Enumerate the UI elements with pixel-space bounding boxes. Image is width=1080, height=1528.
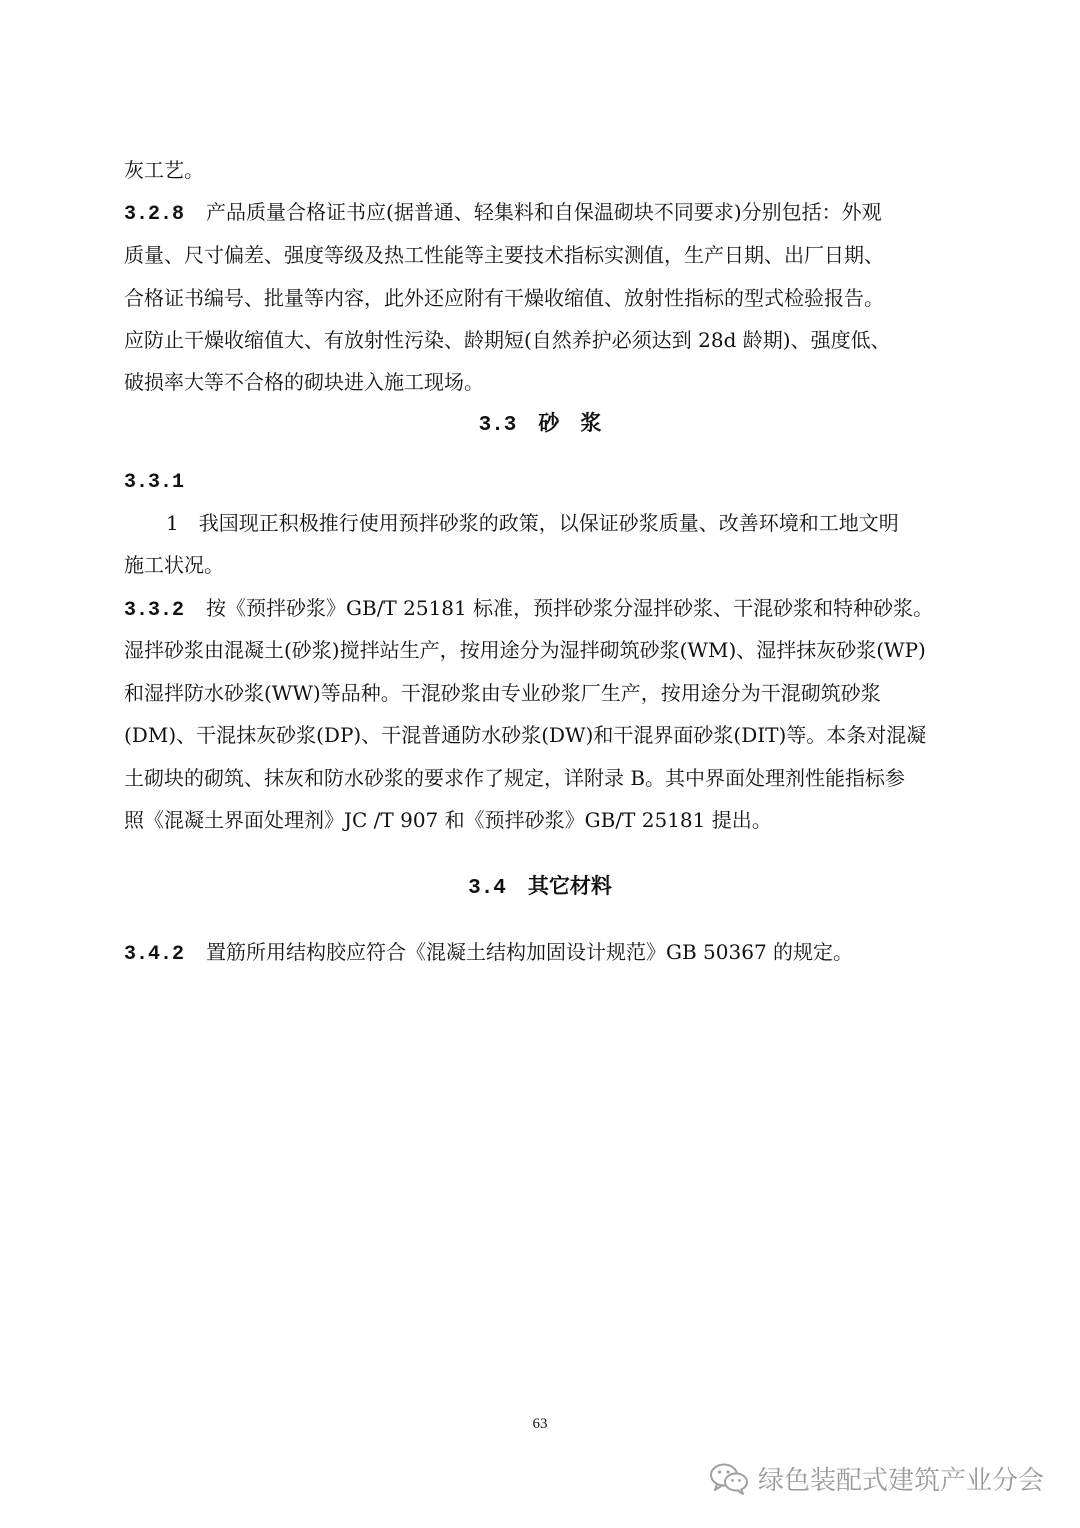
paragraph-line: 施工状况。 xyxy=(124,553,224,577)
clause-number: 3.2.8 xyxy=(124,203,185,226)
watermark-text: 绿色装配式建筑产业分会 xyxy=(757,1466,1044,1496)
section-heading-3-4: 3.4 其它材料 xyxy=(468,873,612,900)
clause-3-3-1 xyxy=(124,466,964,497)
paragraph-line: (DM)、干混抹灰砂浆(DP)、干混普通防水砂浆(DW)和干混界面砂浆(DIT)等。本条对混凝 xyxy=(124,723,927,747)
paragraph-line: 灰工艺。 xyxy=(124,158,204,182)
watermark xyxy=(708,1460,1044,1497)
paragraph-line: 和湿拌防水砂浆(WW)等品种。干混砂浆由专业砂浆厂生产，按用途分为干混砌筑砂浆 xyxy=(124,681,881,705)
paragraph-line: 土砌块的砌筑、抹灰和防水砂浆的要求作了规定，详附录 B。其中界面处理剂性能指标参 xyxy=(124,766,906,790)
paragraph-line: 破损率大等不合格的砌块进入施工现场。 xyxy=(124,370,484,394)
clause-number: 3.3.2 xyxy=(124,599,185,622)
wechat-icon xyxy=(708,1461,750,1497)
paragraph-line: 1 我国现正积极推行使用预拌砂浆的政策，以保证砂浆质量、改善环境和工地文明 xyxy=(166,511,899,535)
clause-number: 3.4.2 xyxy=(124,943,185,966)
paragraph-line: 质量、尺寸偏差、强度等级及热工性能等主要技术指标实测值，生产日期、出厂日期、 xyxy=(124,243,884,267)
paragraph-line: 合格证书编号、批量等内容，此外还应附有干燥收缩值、放射性指标的型式检验报告。 xyxy=(124,286,884,310)
paragraph-line: 湿拌砂浆由混凝土(砂浆)搅拌站生产，按用途分为湿拌砌筑砂浆(WM)、湿拌抹灰砂浆(WP) xyxy=(124,638,926,662)
section-heading-3-3: 3.3 砂 浆 xyxy=(478,410,602,437)
paragraph-line: 应防止干燥收缩值大、有放射性污染、龄期短(自然养护必须达到 28d 龄期)、强度低、 xyxy=(124,328,891,352)
paragraph-line: 照《混凝土界面处理剂》JC /T 907 和《预拌砂浆》GB/T 25181 提出。 xyxy=(124,808,772,832)
clause-number: 3.3.1 xyxy=(124,471,185,494)
clause-3-3-2: 3.3.2 按《预拌砂浆》GB/T 25181 标准，预拌砂浆分湿拌砂浆、干混砂浆和特种砂浆。 xyxy=(124,594,964,625)
page-number: 63 xyxy=(532,1416,548,1432)
clause-3-2-8: 3.2.8 产品质量合格证书应(据普通、轻集料和自保温砌块不同要求)分别包括：外观 xyxy=(124,198,964,229)
clause-3-4-2: 3.4.2 置筋所用结构胶应符合《混凝土结构加固设计规范》GB 50367 的规定。 xyxy=(124,938,964,969)
